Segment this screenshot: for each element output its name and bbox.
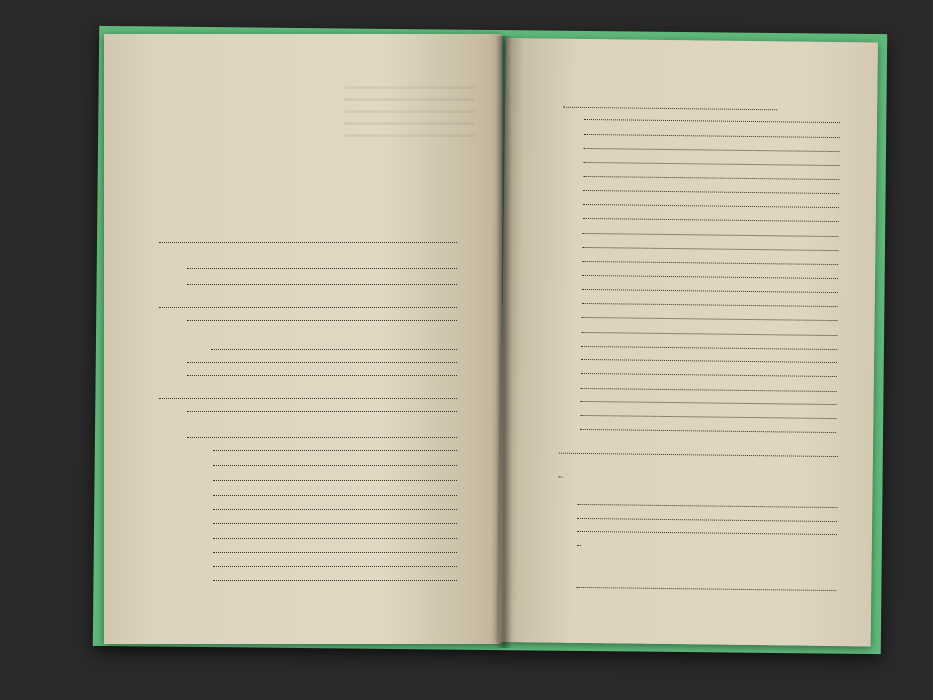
toc-entry [574, 507, 840, 511]
dot-leader [583, 190, 839, 194]
dot-leader [577, 504, 837, 508]
dot-leader [582, 317, 838, 321]
dot-leader [584, 119, 840, 123]
dot-leader [583, 218, 839, 222]
toc-entry [578, 376, 840, 380]
toc-entry [184, 271, 460, 272]
dot-leader [581, 401, 837, 405]
dot-leader [187, 375, 457, 376]
toc-entry [573, 590, 839, 594]
toc-entry [556, 480, 566, 481]
toc-entry [580, 179, 842, 183]
toc-entry [574, 521, 840, 525]
dot-leader [159, 242, 457, 243]
dot-leader [577, 545, 581, 546]
toc-entry [210, 468, 460, 469]
dot-leader [213, 465, 457, 466]
toc-entry [156, 310, 460, 311]
dot-leader [580, 415, 836, 419]
dot-leader [213, 580, 457, 581]
dot-leader [187, 268, 457, 269]
dot-leader [580, 429, 836, 433]
toc-entry [156, 401, 460, 402]
toc-entry [578, 362, 840, 366]
dot-leader [213, 480, 457, 481]
toc-entry [578, 349, 840, 353]
toc-entry [210, 583, 460, 584]
dot-leader [581, 332, 837, 336]
toc-entry [579, 306, 841, 310]
dot-leader [577, 531, 837, 535]
dot-leader [213, 450, 457, 451]
dot-leader [581, 388, 837, 392]
dot-leader [211, 349, 457, 350]
dot-leader [213, 566, 457, 567]
dot-leader [581, 359, 837, 363]
left-page [104, 34, 502, 644]
toc-entry [574, 534, 840, 538]
toc-entry [579, 292, 841, 296]
toc-entry [580, 221, 842, 225]
dot-leader [583, 176, 839, 180]
dot-leader [213, 538, 457, 539]
toc-entry [574, 548, 584, 549]
dot-leader [187, 320, 457, 321]
toc-entry [210, 498, 460, 499]
toc-entry [580, 193, 842, 197]
toc-entry [556, 456, 841, 460]
toc-entry [184, 287, 460, 288]
toc-entry [184, 323, 460, 324]
dot-leader [582, 247, 838, 251]
toc-entry [579, 320, 841, 324]
dot-leader [583, 204, 839, 208]
toc-entry [184, 414, 460, 415]
toc-entry [581, 137, 843, 141]
toc-entry [210, 526, 460, 527]
dot-leader [187, 411, 457, 412]
dot-leader [581, 373, 837, 377]
dot-leader [581, 346, 837, 350]
toc-entry [184, 365, 460, 366]
dot-leader [187, 362, 457, 363]
bleed-through-text [344, 86, 474, 146]
dot-leader [576, 587, 836, 591]
toc-entry [210, 555, 460, 556]
dot-leader [159, 307, 457, 308]
toc-entry [580, 207, 842, 211]
toc-entry [555, 494, 840, 497]
dot-leader [582, 261, 838, 265]
dot-leader [559, 477, 563, 478]
dot-leader [187, 284, 457, 285]
dot-leader [583, 162, 839, 166]
toc-entry [579, 278, 841, 282]
toc-entry [210, 569, 460, 570]
toc-entry [210, 453, 460, 454]
dot-leader [559, 453, 838, 457]
dot-leader [582, 275, 838, 279]
toc-entry [210, 512, 460, 513]
toc-entry [210, 483, 460, 484]
toc-entry [578, 335, 840, 339]
toc-entry [573, 576, 839, 579]
toc-entry [156, 245, 460, 246]
dot-leader [213, 552, 457, 553]
toc-entry [581, 151, 843, 155]
dot-leader [563, 107, 777, 111]
book-gutter [496, 36, 512, 648]
toc-entry [577, 432, 839, 436]
dot-leader [584, 148, 840, 152]
dot-leader [577, 518, 837, 522]
dot-leader [213, 523, 457, 524]
right-page [499, 38, 878, 646]
toc-entry [578, 391, 840, 395]
toc-entry [184, 440, 460, 441]
toc-entry [579, 264, 841, 268]
toc-entry [184, 378, 460, 379]
toc-entry [580, 236, 842, 240]
dot-leader [584, 134, 840, 138]
toc-entry [210, 541, 460, 542]
toc-entry [578, 404, 840, 408]
dot-leader [159, 398, 457, 399]
dot-leader [583, 233, 839, 237]
dot-leader [213, 495, 457, 496]
dot-leader [213, 509, 457, 510]
toc-entry [580, 165, 842, 169]
toc-entry [208, 352, 460, 353]
dot-leader [187, 437, 457, 438]
toc-entry [579, 250, 841, 254]
dot-leader [582, 303, 838, 307]
toc-entry [577, 418, 839, 422]
toc-entry [581, 122, 843, 126]
dot-leader [582, 289, 838, 293]
toc-entry [560, 110, 780, 114]
